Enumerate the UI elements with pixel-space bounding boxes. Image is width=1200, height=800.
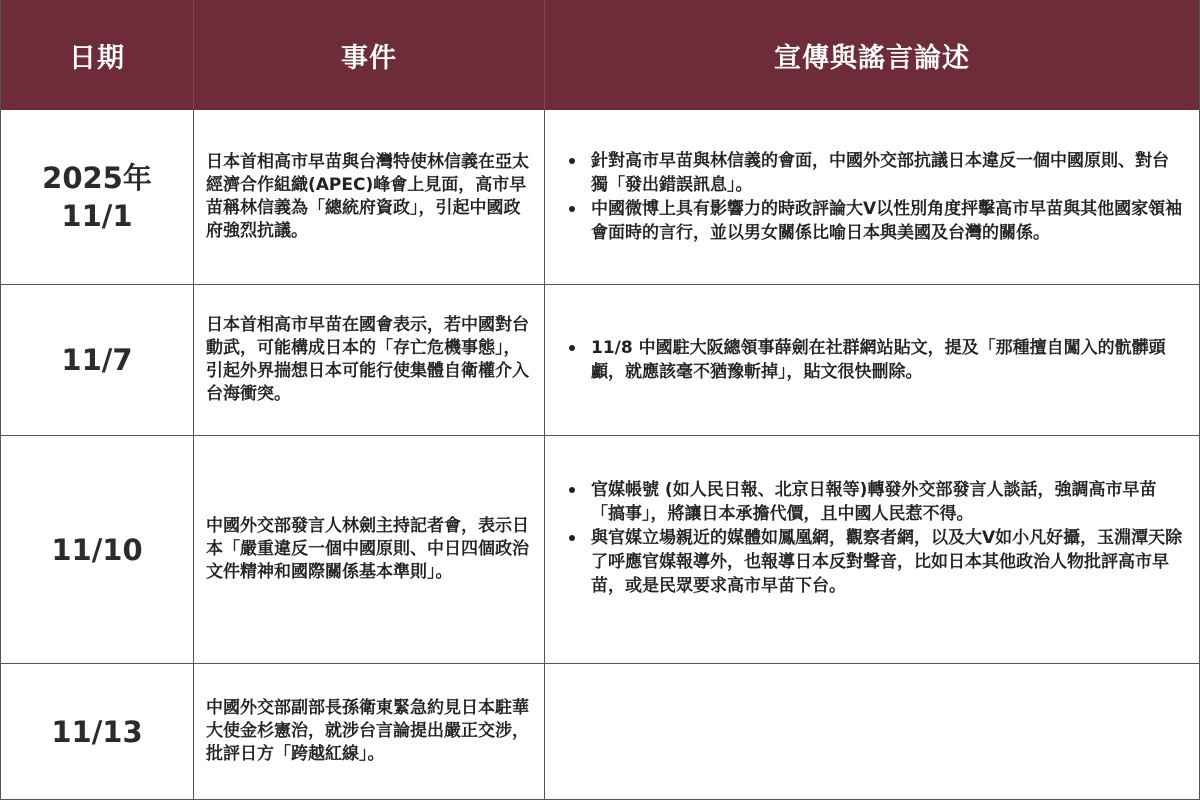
event-description: 中國外交部副部長孫衛東緊急約見日本駐華大使金杉憲治，就涉台言論提出嚴正交涉，批評日方「跨越紅線」。 [206, 698, 529, 764]
date-label: 11/13 [51, 714, 143, 749]
date-cell [1, 285, 194, 435]
claim-item: 中國微博上具有影響力的時政評論大V以性別角度抨擊高市早苗與其他國家領袖會面時的言行，並以男女關係比喻日本與美國及台灣的關係。 [569, 197, 1183, 245]
date-cell [1, 110, 194, 284]
claims-cell [545, 110, 1199, 284]
event-description: 日本首相高市早苗在國會表示，若中國對台動武，可能構成日本的「存亡危機事態」，引起外界揣想日本可能行使集體自衛權介入台海衝突。 [206, 315, 529, 404]
claim-item: 11/8 中國駐大阪總領事薛劍在社群網站貼文，提及「那種擅自闖入的骯髒頭顱，就應該毫不猶豫斬掉」，貼文很快刪除。 [569, 336, 1183, 384]
claim-item: 針對高市早苗與林信義的會面，中國外交部抗議日本違反一個中國原則、對台獨「發出錯誤訊息」。 [569, 149, 1183, 197]
header-label-event: 事件 [341, 42, 397, 74]
header-label-claims: 宣傳與謠言論述 [774, 42, 970, 74]
table-row [1, 436, 1199, 664]
claims-list [569, 149, 1183, 245]
event-cell [194, 436, 545, 663]
event-cell [194, 285, 545, 435]
header-cell-claims [545, 0, 1199, 110]
table-row [1, 664, 1199, 799]
claims-cell [545, 436, 1199, 663]
date-cell [1, 436, 194, 663]
claim-item: 與官媒立場親近的媒體如鳳凰網，觀察者網，以及大V如小凡好攝，玉淵潭天除了呼應官媒報導外，也報導日本反對聲音，比如日本其他政治人物批評高市早苗，或是民眾要求高市早苗下台。 [569, 526, 1183, 598]
table-row [1, 110, 1199, 285]
claims-cell [545, 285, 1199, 435]
event-description: 日本首相高市早苗與台灣特使林信義在亞太經濟合作組織(APEC)峰會上見面，高市早苗稱林信義為「總統府資政」，引起中國政府強烈抗議。 [206, 152, 529, 241]
claims-list [569, 336, 1183, 384]
event-cell [194, 664, 545, 799]
table-row [1, 285, 1199, 436]
date-label: 11/7 [61, 343, 133, 377]
event-cell [194, 110, 545, 284]
claims-cell-empty [545, 664, 1199, 799]
claims-list [569, 478, 1183, 598]
date-label: 2025年 11/1 [42, 161, 152, 233]
table-header-row [1, 0, 1199, 110]
header-cell-event [194, 0, 545, 110]
date-label: 11/10 [51, 532, 143, 567]
header-cell-date [1, 0, 194, 110]
date-cell [1, 664, 194, 799]
header-label-date: 日期 [69, 42, 125, 74]
event-description: 中國外交部發言人林劍主持記者會，表示日本「嚴重違反一個中國原則、中日四個政治文件精神和國際關係基本準則」。 [206, 516, 529, 582]
claim-item: 官媒帳號 (如人民日報、北京日報等)轉發外交部發言人談話，強調高市早苗「搞事」，將讓日本承擔代價，且中國人民惹不得。 [569, 478, 1183, 526]
